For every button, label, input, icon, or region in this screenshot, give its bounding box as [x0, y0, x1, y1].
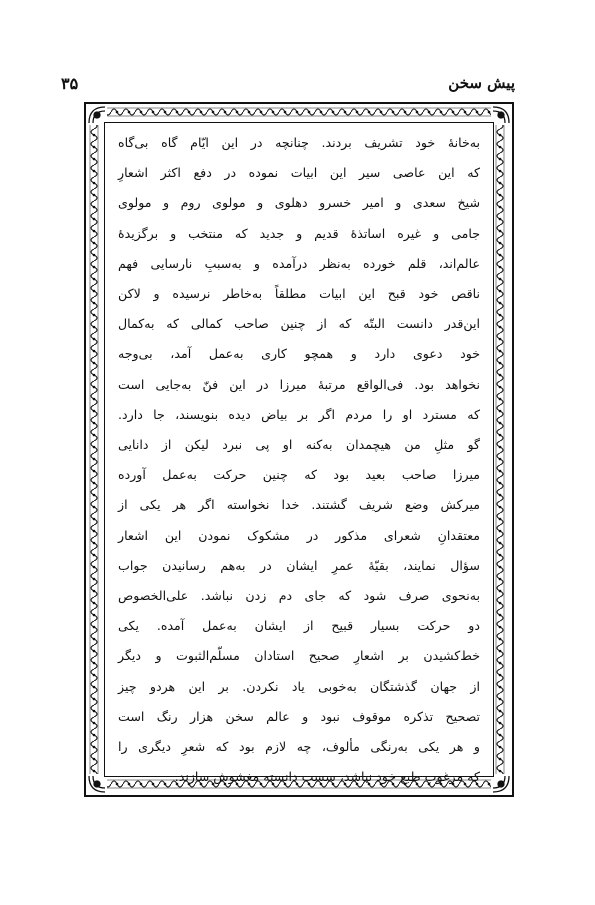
text-line: خود دعوی دارد و همچو کاری به‌عمل آمد، بی‌وجه [118, 346, 480, 362]
text-line: تصحیح تذکره موقوف نبود و عالم سخن هزار رنگ است [118, 708, 480, 724]
text-line: به‌نحوی صرف شود که جای دم زدن نباشد. علی‌الخصوص [118, 588, 480, 604]
text-line: میرزا صاحب بعید بود که چنین حرکت به‌عمل آورده [118, 467, 480, 483]
text-line: سؤال نمایند، بقیّهٔ عمرِ ایشان در به‌هم رسانیدن جواب [118, 557, 480, 573]
running-head: پیش سخن [448, 74, 515, 92]
text-line: که مرغوب طبع خود نباشد، سست دانسته مغشوش سازند. [174, 769, 480, 785]
text-line: خط‌کشیدن بر اشعارِ صحیح استادان مسلّم‌الثبوت و دیگر [118, 648, 480, 664]
text-line: از جهان گذشتگان به‌خوبی یاد نکردن. بر این هردو چیز [118, 678, 480, 694]
text-line: شیخ سعدی و امیر خسرو دهلوی و مولوی روم و مولوی [118, 195, 480, 211]
text-line: گو مثلِ من هیچمدان به‌کنه او پی نبرد لیکن از دانایی [118, 437, 480, 453]
text-line: نخواهد بود. فی‌الواقع مرتبهٔ میرزا در این فنّ به‌جایی است [118, 376, 480, 392]
text-line: که مسترد او را مردم اگر بر بیاض دیده بنویسند، جا دارد. [118, 406, 480, 422]
page-number: ۳۵ [61, 74, 79, 93]
text-line: میرکش وضع شریف گشتند. خدا نخواسته اگر هر یکی از [118, 497, 480, 513]
body-text [118, 128, 480, 792]
text-line: ناقص خود قبح این ابیات مطلقاً به‌خاطر نرسیده و لاکن [118, 286, 480, 302]
text-line: به‌خانهٔ خود تشریف بردند. چنانچه در این ایّام گاه بی‌گاه [118, 135, 480, 150]
text-line: و هر یکی به‌رنگی مألوف، چه لازم بود که شعرِ دیگری را [118, 739, 480, 755]
text-line: عالم‌اند، قلم خورده به‌نظر درآمده و به‌سببِ نارسایی فهم [118, 255, 480, 271]
text-line: جامی و غیره اساتذهٔ قدیم و جدید که منتخب و برگزیدهٔ [118, 225, 480, 241]
text-line: معتقدانِ شعرای مذکور در مشکوک نمودن این اشعار [118, 527, 480, 543]
text-line: این‌قدر دانست البتّه که از چنین صاحب کمالی که به‌کمال [118, 316, 480, 332]
text-line: که این عاصی سیر این ابیات نموده در دفع اکثر اشعارِ [118, 165, 480, 181]
text-line: دو حرکت بسیار قبیح از ایشان به‌عمل آمده. یکی [118, 618, 480, 634]
